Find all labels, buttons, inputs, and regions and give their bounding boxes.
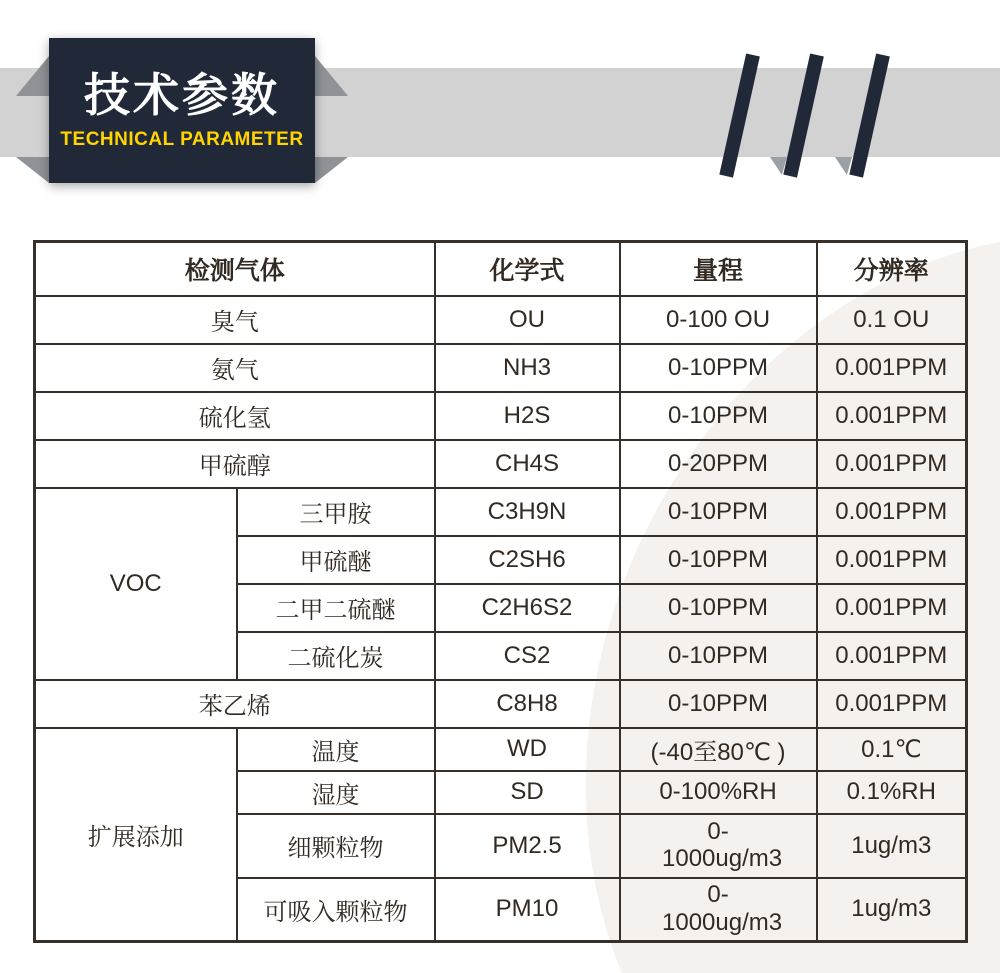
gas-name-cell: 可吸入颗粒物 [237,878,435,942]
formula-cell: C2H6S2 [435,584,620,632]
range-value: 0-1000ug/m3 [662,817,783,873]
spec-table-container [33,240,968,943]
formula-cell: PM10 [435,878,620,942]
range-cell: 0-20PPM [620,440,817,488]
formula-cell: PM2.5 [435,814,620,878]
formula-cell: C8H8 [435,680,620,728]
table-row [35,440,967,488]
ribbon-fold-bottom-right [315,157,348,183]
resolution-cell: 0.001PPM [817,344,967,392]
table-row [35,728,967,771]
formula-cell: SD [435,771,620,814]
header-cell-formula: 化学式 [435,242,620,296]
formula-cell: OU [435,296,620,344]
range-cell: 0-10PPM [620,536,817,584]
range-value: 0-1000ug/m3 [662,881,783,937]
gas-name-cell: 细颗粒物 [237,814,435,878]
table-row [35,488,967,536]
formula-cell: NH3 [435,344,620,392]
spec-table [33,240,968,943]
formula-cell: WD [435,728,620,771]
formula-cell: H2S [435,392,620,440]
table-row [35,392,967,440]
range-cell: 0-10PPM [620,680,817,728]
resolution-cell: 1ug/m3 [817,878,967,942]
page-title: 技术参数 [84,69,280,121]
resolution-cell: 0.001PPM [817,536,967,584]
gas-name-cell: 甲硫醚 [237,536,435,584]
range-cell: (-40至80℃ ) [620,728,817,771]
gas-name-cell: 三甲胺 [237,488,435,536]
ribbon-fold-bottom-left [16,157,49,183]
title-banner [49,38,315,183]
header-row [35,242,967,296]
range-cell [620,878,817,942]
gas-name-cell: 湿度 [237,771,435,814]
range-cell [620,814,817,878]
gas-name-cell: 温度 [237,728,435,771]
gas-name-cell: 氨气 [35,344,435,392]
voc-group-cell: VOC [35,488,237,680]
gas-name-cell: 臭气 [35,296,435,344]
resolution-cell: 0.001PPM [817,488,967,536]
header-cell-resolution: 分辨率 [817,242,967,296]
table-row [35,344,967,392]
extension-group-cell: 扩展添加 [35,728,237,942]
page-subtitle: TECHNICAL PARAMETER [60,129,304,150]
resolution-cell: 0.001PPM [817,392,967,440]
range-cell: 0-10PPM [620,392,817,440]
table-row [35,680,967,728]
range-cell: 0-10PPM [620,584,817,632]
table-row [35,296,967,344]
range-cell: 0-10PPM [620,488,817,536]
formula-cell: CH4S [435,440,620,488]
resolution-cell: 0.001PPM [817,584,967,632]
range-cell: 0-10PPM [620,344,817,392]
range-cell: 0-100%RH [620,771,817,814]
formula-cell: CS2 [435,632,620,680]
resolution-cell: 0.1℃ [817,728,967,771]
resolution-cell: 0.001PPM [817,440,967,488]
gas-name-cell: 二硫化炭 [237,632,435,680]
formula-cell: C3H9N [435,488,620,536]
formula-cell: C2SH6 [435,536,620,584]
header-cell-gas: 检测气体 [35,242,435,296]
header-cell-range: 量程 [620,242,817,296]
gas-name-cell: 二甲二硫醚 [237,584,435,632]
resolution-cell: 0.1%RH [817,771,967,814]
gas-name-cell: 苯乙烯 [35,680,435,728]
resolution-cell: 0.1 OU [817,296,967,344]
resolution-cell: 0.001PPM [817,680,967,728]
range-cell: 0-10PPM [620,632,817,680]
gas-name-cell: 甲硫醇 [35,440,435,488]
gas-name-cell: 硫化氢 [35,392,435,440]
range-cell: 0-100 OU [620,296,817,344]
resolution-cell: 1ug/m3 [817,814,967,878]
resolution-cell: 0.001PPM [817,632,967,680]
